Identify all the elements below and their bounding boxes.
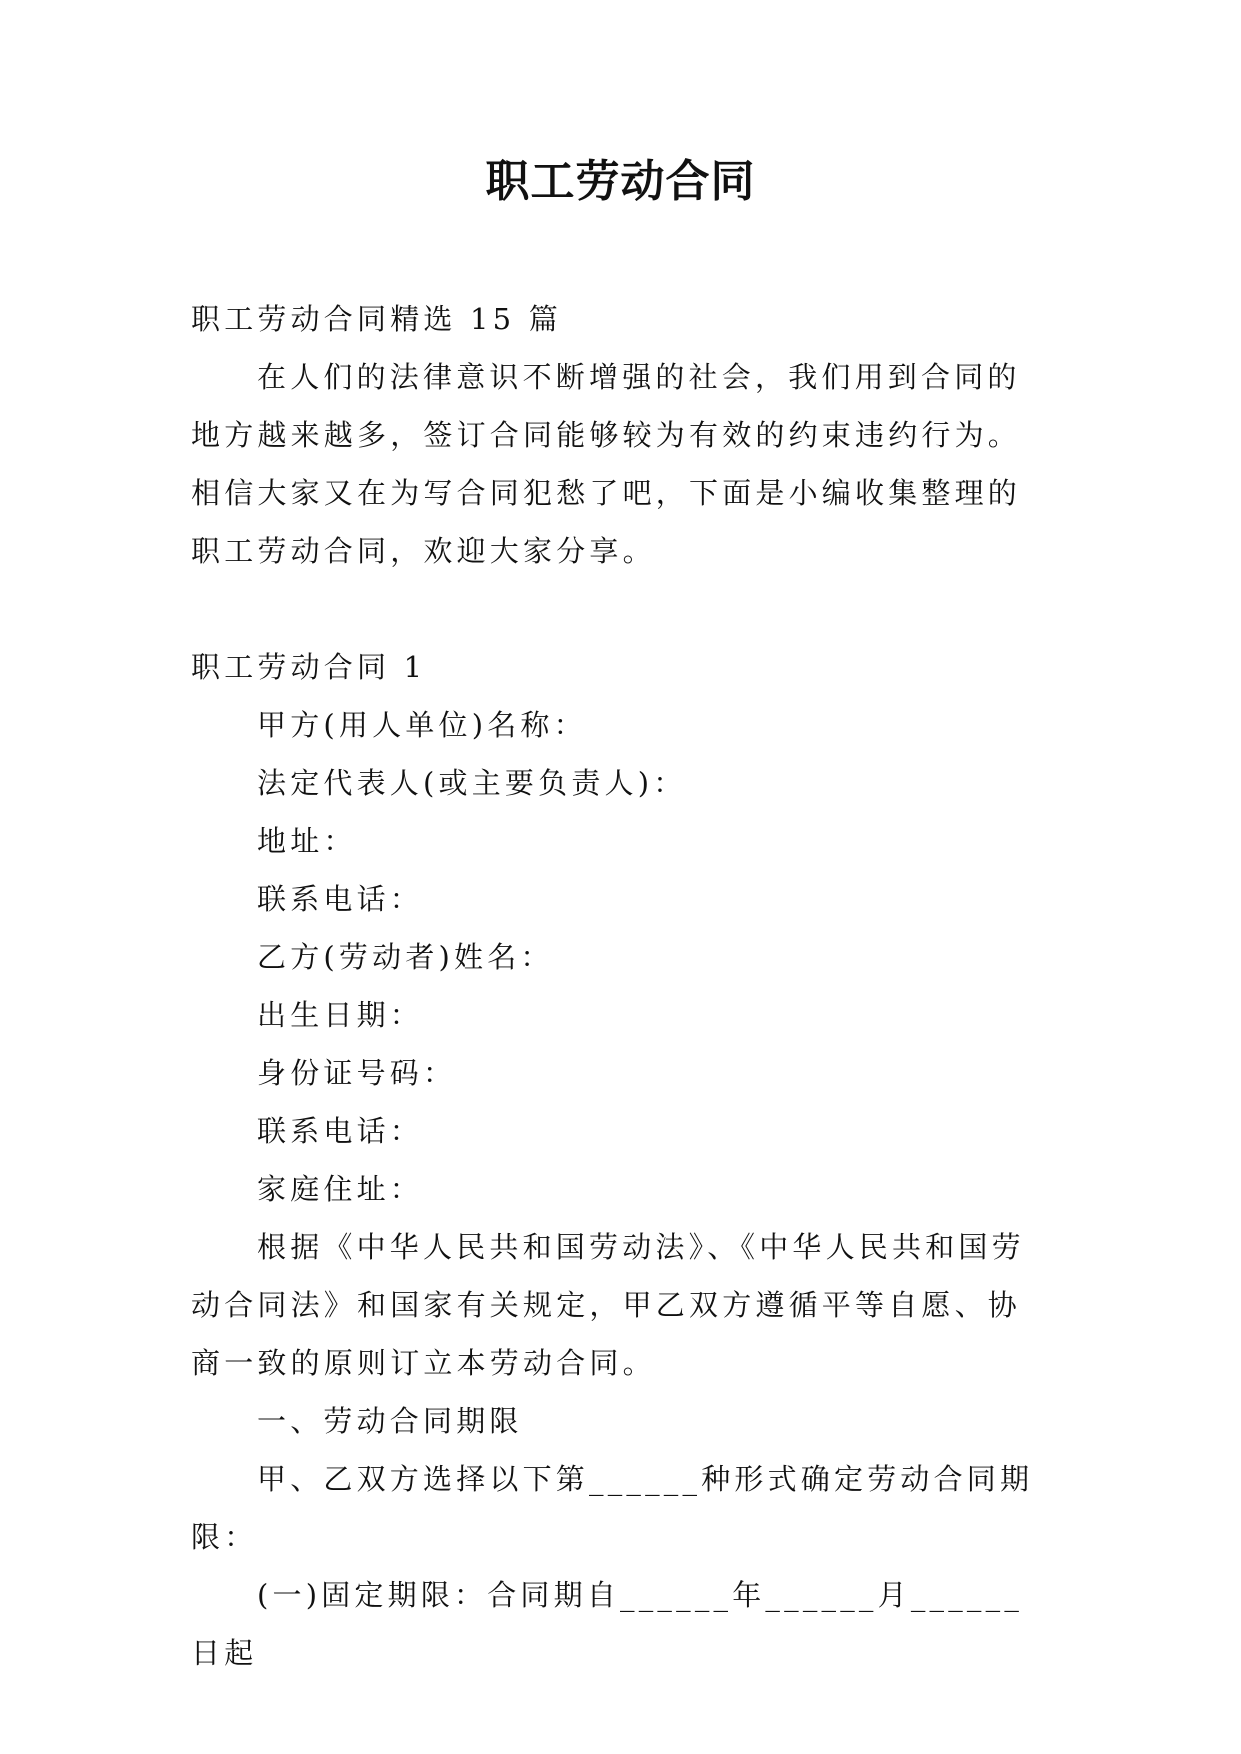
field-employee-name: 乙方(劳动者)姓名： xyxy=(257,940,554,974)
basis-paragraph: 根据《中华人民共和国劳动法》、《中华人民共和国劳动合同法》和国家有关规定，甲乙双方遵循平等自愿、协商一致的原则订立本劳动合同。 xyxy=(191,1230,1025,1380)
intro-heading: 职工劳动合同精选 15 篇 xyxy=(191,302,562,336)
field-id-number: 身份证号码： xyxy=(257,1056,457,1090)
field-employer-address: 地址： xyxy=(257,824,357,858)
document-body xyxy=(191,290,1053,1682)
field-legal-representative: 法定代表人(或主要负责人)： xyxy=(257,766,687,800)
document-title: 职工劳动合同 xyxy=(485,156,756,207)
field-employer-phone: 联系电话： xyxy=(257,882,424,916)
section-heading: 职工劳动合同 1 xyxy=(191,650,427,684)
field-employee-phone: 联系电话： xyxy=(257,1114,424,1148)
field-home-address: 家庭住址： xyxy=(257,1172,424,1206)
clause-1-heading: 一、劳动合同期限 xyxy=(257,1404,523,1438)
section-spacer xyxy=(191,580,1053,638)
clause-1-choice: 甲、乙双方选择以下第______种形式确定劳动合同期限： xyxy=(191,1462,1034,1554)
field-employer-name: 甲方(用人单位)名称： xyxy=(257,708,587,742)
intro-paragraph: 在人们的法律意识不断增强的社会，我们用到合同的地方越来越多，签订合同能够较为有效的约束违约行为。相信大家又在为写合同犯愁了吧，下面是小编收集整理的职工劳动合同，欢迎大家分享。 xyxy=(191,360,1022,568)
clause-1-item-1: (一)固定期限：合同期自______年______月______日起 xyxy=(191,1578,1024,1670)
field-birth-date: 出生日期： xyxy=(257,998,424,1032)
